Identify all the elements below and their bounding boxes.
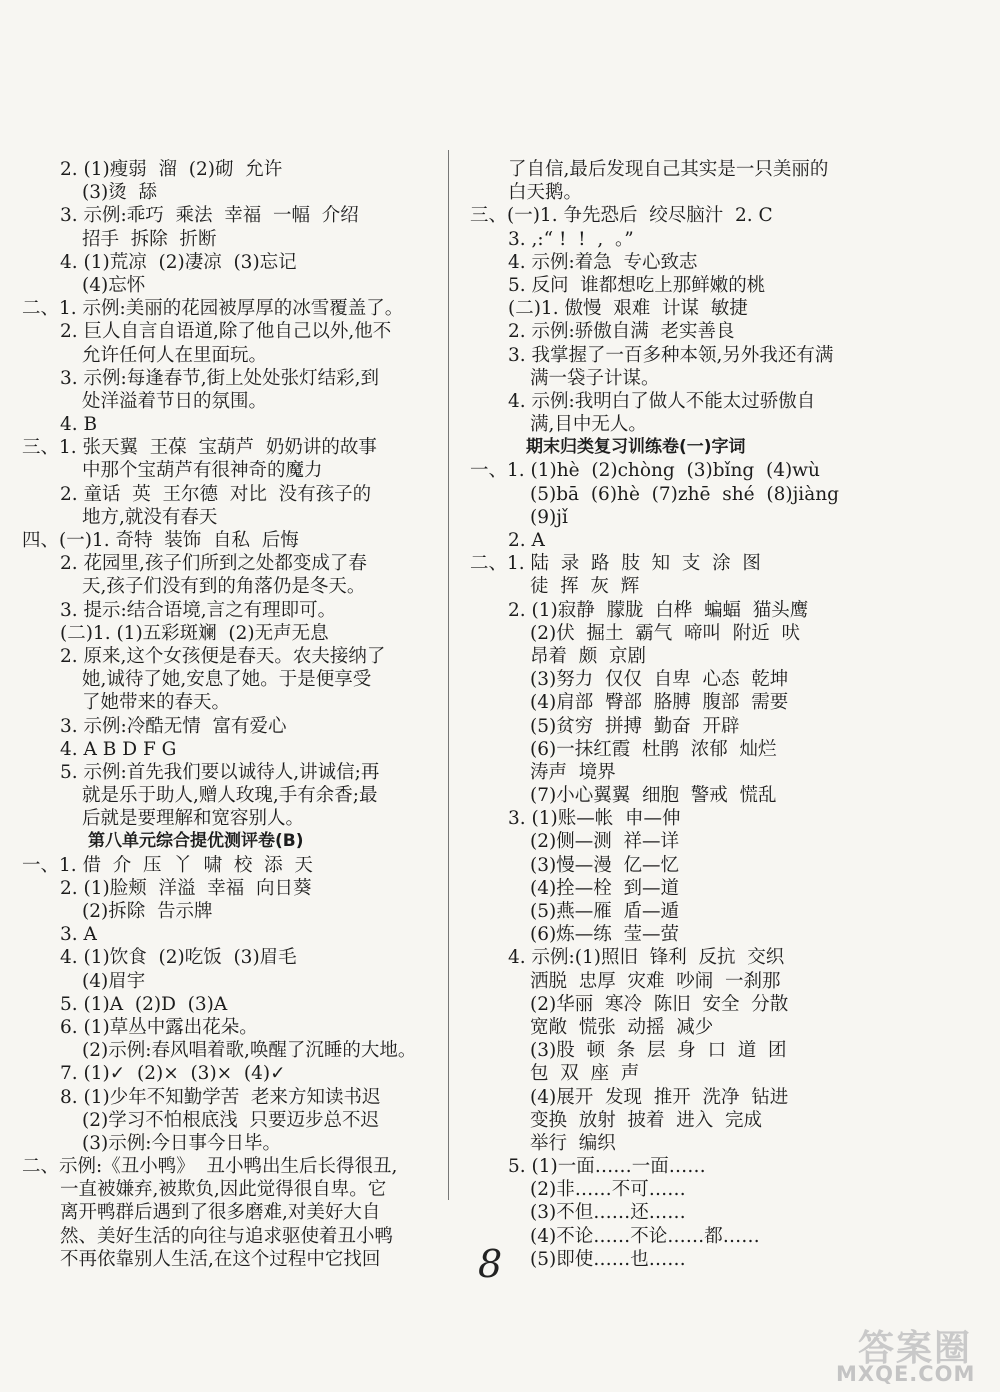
answer-line: 5. 示例:首先我们要以诚待人,讲诚信;再 [60, 761, 380, 783]
answer-line: 3. 示例:每逢春节,街上处处张灯结彩,到 [60, 367, 380, 389]
answer-line: (2)学习不怕根底浅 只要迈步总不迟 [82, 1109, 379, 1131]
answer-line: 宽敞 慌张 动摇 减少 [530, 1016, 714, 1038]
answer-line: 她,诚待了她,安息了她。于是便享受 [82, 669, 372, 691]
answer-line: (6)一抹红霞 杜鹃 浓郁 灿烂 [530, 738, 777, 760]
answer-line: 4. 示例:我明白了做人不能太过骄傲自 [508, 390, 816, 412]
answer-line: (5)贫穷 拼搏 勤奋 开辟 [530, 715, 740, 737]
answer-line: 3. (1)账—帐 申—伸 [508, 808, 681, 830]
answer-line: 举行 编织 [530, 1132, 616, 1154]
answer-line: (4)肩部 臀部 胳膊 腹部 需要 [530, 692, 789, 714]
answer-line: 2. (1)脸颊 洋溢 幸福 向日葵 [60, 877, 312, 899]
answer-line: 处洋溢着节日的氛围。 [82, 390, 268, 412]
answer-line: 8. (1)少年不知勤学苦 老来方知读书迟 [60, 1086, 381, 1108]
right-column [470, 158, 950, 1271]
answer-line: 一直被嫌弃,被欺负,因此觉得很自卑。它 [60, 1179, 387, 1201]
section-heading: 期末归类复习训练卷(一)字词 [526, 437, 746, 458]
answer-line: (3)烫 舔 [82, 182, 157, 204]
answer-line: 天,孩子们没有到的角落仍是冬天。 [82, 576, 366, 598]
answer-line: 4. 示例:(1)照旧 锋利 反抗 交织 [508, 947, 785, 969]
answer-line: (5)bā (6)hè (7)zhē shé (8)jiàng [530, 483, 840, 505]
left-column [22, 158, 432, 1271]
answer-line: 了她带来的春天。 [82, 692, 231, 714]
answer-line: 昂着 颇 京剧 [530, 645, 647, 667]
answer-line: (5)即使……也…… [530, 1248, 686, 1270]
answer-line: 4. (1)饮食 (2)吃饭 (3)眉毛 [60, 947, 297, 969]
answer-line: (6)炼—练 莹—萤 [530, 924, 679, 946]
answer-line: 然、美好生活的向往与追求驱使着丑小鸭 [60, 1225, 394, 1247]
answer-line: 允许任何人在里面玩。 [82, 344, 268, 366]
answer-line: (4)拴—栓 到—道 [530, 877, 679, 899]
answer-line: (7)小心翼翼 细胞 警戒 慌乱 [530, 785, 777, 807]
answer-line: 徒 挥 灰 辉 [530, 576, 640, 598]
answer-line: 2. 巨人自言自语道,除了他自己以外,他不 [60, 321, 392, 343]
answer-line: (2)伏 掘土 霸气 啼叫 附近 吠 [530, 622, 801, 644]
answer-line: (4)眉宇 [82, 970, 146, 992]
answer-line: 二、1. 陆 录 路 肢 知 支 涂 图 [470, 553, 761, 575]
answer-line: 二、1. 示例:美丽的花园被厚厚的冰雪覆盖了。 [22, 298, 404, 320]
answer-line: (3)慢—漫 亿—忆 [530, 854, 679, 876]
answer-line: 4. (1)荒凉 (2)凄凉 (3)忘记 [60, 251, 297, 273]
answer-line: 2. 原来,这个女孩便是春天。农夫接纳了 [60, 645, 386, 667]
answer-line: (2)非……不可…… [530, 1179, 686, 1201]
answer-line: 白天鹅。 [508, 182, 583, 204]
answer-line: (3)努力 仅仅 自卑 心态 乾坤 [530, 669, 789, 691]
answer-line: 3. 示例:冷酷无情 富有爱心 [60, 715, 287, 737]
answer-line: 2. (1)寂静 朦胧 白桦 蝙蝠 猫头鹰 [508, 599, 809, 621]
answer-line: 洒脱 忠厚 灾难 吵闹 一刹那 [530, 970, 781, 992]
answer-line: 涛声 境界 [530, 761, 616, 783]
answer-line: 5. (1)A (2)D (3)A [60, 993, 228, 1015]
answer-line: (二)1. (1)五彩斑斓 (2)无声无息 [60, 622, 329, 644]
answer-line: 了自信,最后发现自己其实是一只美丽的 [508, 159, 829, 180]
answer-line: 不再依靠别人生活,在这个过程中它找回 [60, 1248, 381, 1270]
answer-line: 3. 我掌握了一百多种本领,另外我还有满 [508, 344, 834, 366]
column-divider [448, 150, 449, 1200]
answer-line: 满一袋子计谋。 [530, 367, 660, 389]
answer-line: 离开鸭群后遇到了很多磨难,对美好大自 [60, 1202, 381, 1224]
answer-line: (2)示例:春风唱着歌,唤醒了沉睡的大地。 [82, 1040, 417, 1062]
answer-line: 包 双 座 声 [530, 1063, 640, 1085]
answer-line: 2. 花园里,孩子们所到之处都变成了春 [60, 553, 367, 575]
answer-line: 2. 示例:骄傲自满 老实善良 [508, 321, 735, 343]
answer-line: (3)股 顿 条 层 身 口 道 团 [530, 1040, 787, 1062]
answer-line: (4)不论……不论……都…… [530, 1225, 760, 1247]
answer-line: (5)燕—雁 盾—遁 [530, 901, 679, 922]
answer-line: 后就是要理解和宽容别人。 [82, 808, 305, 830]
answer-line: 2. A [508, 530, 545, 551]
answer-line: (4)忘怀 [82, 274, 146, 296]
answer-line: (2)侧—测 祥—详 [530, 831, 679, 853]
answer-line: 三、(一)1. 争先恐后 绞尽脑汁 2. C [470, 205, 773, 227]
watermark-logo [836, 1318, 986, 1386]
answer-line: 4. A B D F G [60, 738, 177, 760]
answer-line: 3. 提示:结合语境,言之有理即可。 [60, 599, 337, 621]
answer-line: 一、1. (1)hè (2)chòng (3)bǐng (4)wù [470, 460, 820, 482]
answer-line: 三、1. 张天翼 王葆 宝葫芦 奶奶讲的故事 [22, 437, 377, 459]
watermark-text-bottom: MXQE.COM [836, 1362, 976, 1386]
answer-line: 中那个宝葫芦有很神奇的魔力 [82, 460, 323, 482]
answer-line: 3. 示例:乖巧 乘法 幸福 一幅 介绍 [60, 205, 359, 227]
answer-line: 就是乐于助人,赠人玫瑰,手有余香;最 [82, 785, 378, 807]
answer-line: 2. (1)瘦弱 溜 (2)砌 允许 [60, 159, 283, 180]
answer-line: 4. B [60, 414, 98, 436]
answer-line: 4. 示例:着急 专心致志 [508, 251, 698, 273]
answer-line: 5. 反问 谁都想吃上那鲜嫩的桃 [508, 274, 766, 296]
answer-line: 2. 童话 英 王尔德 对比 没有孩子的 [60, 483, 372, 505]
section-heading: 第八单元综合提优测评卷(B) [88, 831, 304, 852]
answer-line: (2)拆除 告示牌 [82, 901, 213, 922]
answer-line: 满,目中无人。 [530, 414, 647, 436]
answer-line: (2)华丽 寒冷 陈旧 安全 分散 [530, 993, 789, 1015]
answer-line: 变换 放射 披着 进入 完成 [530, 1109, 763, 1131]
answer-line: (二)1. 傲慢 艰难 计谋 敏捷 [508, 298, 748, 320]
answer-line: (9)jǐ [530, 506, 568, 528]
answer-line: 四、(一)1. 奇特 装饰 自私 后悔 [22, 530, 299, 551]
answer-line: 7. (1)✓ (2)× (3)× (4)✓ [60, 1063, 286, 1085]
page-number: 8 [478, 1242, 503, 1286]
answer-line: 一、1. 借 介 压 丫 啸 校 添 天 [22, 854, 313, 876]
answer-line: (3)示例:今日事今日毕。 [82, 1132, 281, 1154]
answer-line: 二、示例:《丑小鸭》 丑小鸭出生后长得很丑, [22, 1156, 398, 1178]
answer-line: 5. (1)一面……一面…… [508, 1156, 706, 1178]
answer-line: (3)不但……还…… [530, 1202, 686, 1224]
answer-line: 招手 拆除 折断 [82, 228, 217, 250]
watermark-text-top: 答案圈 [858, 1328, 973, 1369]
answer-line: 3. ,:“ ! ! , 。” [508, 228, 634, 250]
answer-line: 6. (1)草丛中露出花朵。 [60, 1016, 258, 1038]
answer-line: 3. A [60, 924, 97, 946]
answer-line: 地方,就没有春天 [82, 506, 218, 528]
answer-line: (4)展开 发现 推开 洗净 钻进 [530, 1086, 789, 1108]
